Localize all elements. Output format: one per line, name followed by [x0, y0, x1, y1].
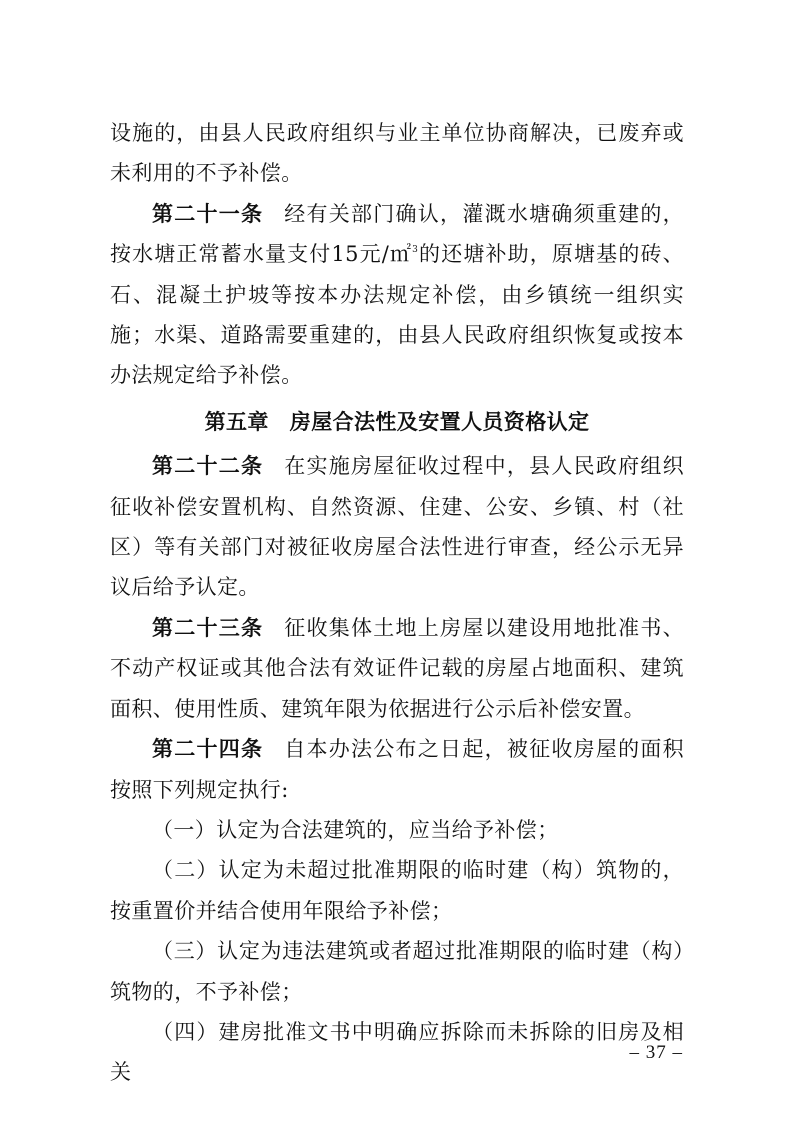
chapter-heading	[110, 402, 684, 442]
article-21-superscript: 3	[412, 245, 419, 256]
chapter-number: 第五章	[204, 409, 269, 434]
chapter-title: 房屋合法性及安置人员资格认定	[289, 409, 590, 434]
article-23-text: 征收集体土地上房屋以建设用地批准书、不动产权证或其他合法有效证件记载的房屋占地面积、建筑面积、使用性质、建筑年限为依据进行公示后补偿安置。	[110, 615, 685, 721]
article-24-label: 第二十四条	[152, 737, 264, 762]
article-22-text: 在实施房屋征收过程中，县人民政府组织征收补偿安置机构、自然资源、住建、公安、乡镇、村（社区）等有关部门对被征收房屋合法性进行审查，经公示无异议后给予认定。	[110, 454, 685, 600]
list-item-2: （二）认定为未超过批准期限的临时建（构）筑物的，按重置价并结合使用年限给予补偿；	[110, 858, 684, 923]
article-24	[110, 729, 684, 810]
article-22-label: 第二十二条	[152, 454, 264, 479]
article-21	[110, 194, 684, 396]
paragraph-continuation: 设施的，由县人民政府组织与业主单位协商解决，已废弃或未利用的不予补偿。	[110, 121, 684, 186]
list-item-3: （三）认定为违法建筑或者超过批准期限的临时建（构）筑物的，不予补偿；	[110, 939, 684, 1004]
article-24-text: 自本办法公布之日起，被征收房屋的面积按照下列规定执行:	[110, 737, 685, 802]
article-23	[110, 608, 684, 729]
article-21-label: 第二十一条	[152, 201, 264, 226]
article-21-text-b: 的还塘补助，原塘基的砖、石、混凝土护坡等按本办法规定补偿，由乡镇统一组织实施；水渠、道路需要重建的，由县人民政府组织恢复或按本办法规定给予补偿。	[110, 242, 684, 388]
page-number: – 37 –	[629, 1042, 683, 1063]
article-23-label: 第二十三条	[152, 615, 264, 640]
list-item-1: （一）认定为合法建筑的，应当给予补偿；	[152, 817, 559, 842]
article-21-text-a: 经有关部门确认，灌溉水塘确须重建的，按水塘正常蓄水量支付15元/㎡	[110, 201, 685, 267]
document-body	[110, 113, 684, 1093]
list-item-4: （四）建房批准文书中明确应拆除而未拆除的旧房及相关	[110, 1019, 684, 1085]
article-22	[110, 446, 684, 608]
